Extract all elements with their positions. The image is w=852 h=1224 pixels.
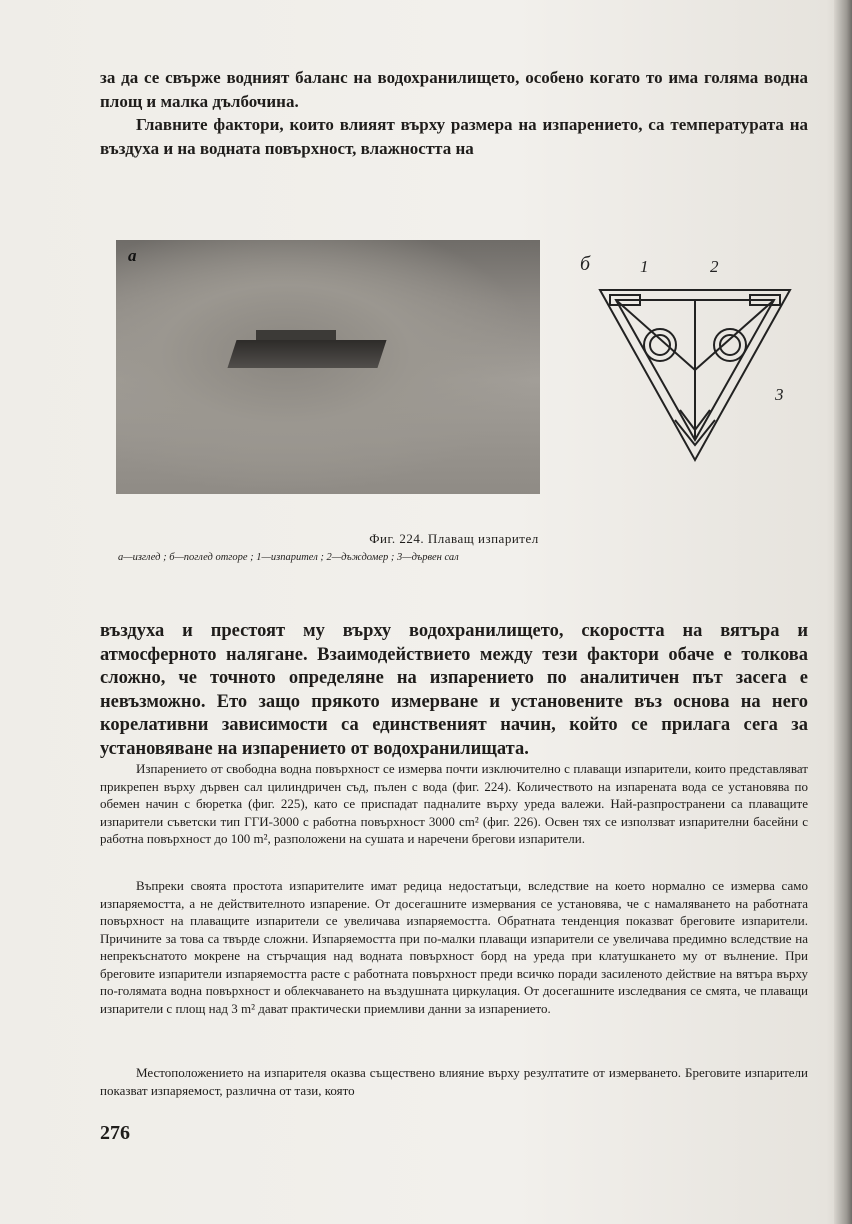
evaporator-circle: [644, 329, 676, 361]
intro-line: за да се свържe водният баланс на водохранилището, особено когато то има голяма водна площ и малка дълбочина.: [100, 68, 808, 111]
page-edge-shadow: [834, 0, 852, 1224]
diagram-label-b: б: [580, 253, 591, 275]
figure-legend: a—изглед ; б—поглед отгоре ; 1—изпарител ; 2—дъждомер ; 3—дървен сал: [118, 552, 459, 563]
factors-paragraph: Главните фактори, които влияят върху размера на изпарението, са температурата на въздуха и на водната повърхност, влажността на: [100, 115, 808, 158]
photo-raft: [227, 340, 386, 368]
small-paragraph-3: Местоположението на изпарителя оказва съществено влияние върху резултатите от измерването. Бреговите изпарители показват изпаряемост, различна от тази, която: [100, 1065, 808, 1098]
main-paragraph: въздуха и престоят му върху водохранилището, скоростта на вятъра и атмосферното налягане. Взаимодействието между тези фактори обаче е толкова сложно, че точното определяне на изпарението по аналитичен път засега е невъзможно. Ето защо прякото измерване и установените въз основа на него корелативни зависимости са единственият начин, който се прилага сега за установяване на изпарението от водохранилищата.: [100, 621, 808, 759]
page-number: 276: [100, 1122, 130, 1144]
small-paragraph-1: Изпарението от свободна водна повърхност се измерва почти изключително с плаващи изпарители, които представляват прикрепен върху дървен сал цилиндричен съд, пълен с вода (фиг. 224). Количеството на изпарената вода се установява по обемен начин с бюретка (фиг. 225), като се приспадат падналите върху уреда валежи. Най-разпространени са плаващите изпарители съветски тип ГГИ-3000 с работна повърхност 3000 cm² (фиг. 226). Освен тях се използват изпарителни басейни с работна повърхност до 100 m², разположени на сушата и наречени брегови изпарители.: [100, 761, 808, 846]
small-paragraph-2: Въпреки своята простота изпарителите имат редица недостатъци, вследствие на което нормално се измерва само изпаряемостта, а не действителното изпарение. От досегашните измервания се установява, че с намаляването на работната повърхност на плаващите изпарители се увеличава изпаряемостта. Обратната тенденция показват бреговите изпарители. Причините за това са твърде сложни. Изпаряемостта при по-малки плаващи изпарители се увеличава предимно вследствие на непрекъснатото мокрене на стърчащия над водната повърхност борд на уреда при клатушкането му от вълнение. При бреговите изпарители изпаряемостта расте с работната повърхност преди всичко поради засиленото действие на вятъра върху по-голямата водна повърхност и облекчаването на въздушната циркулация. От досегашните изследвания се смята, че плаващи изпарители с площ над 3 m² дават практически приемливи данни за изпарението.: [100, 878, 808, 1016]
evaporator-top-view-diagram: [580, 250, 810, 480]
diagram-label-2: 2: [710, 257, 719, 276]
diagram-label-1: 1: [640, 257, 649, 276]
raingauge-circle: [714, 329, 746, 361]
photo-label-a: a: [128, 246, 137, 265]
evaporator-photo: [116, 240, 540, 494]
diagram-label-3: 3: [775, 385, 784, 404]
figure-caption: Фиг. 224. Плаващ изпарител: [369, 531, 539, 546]
